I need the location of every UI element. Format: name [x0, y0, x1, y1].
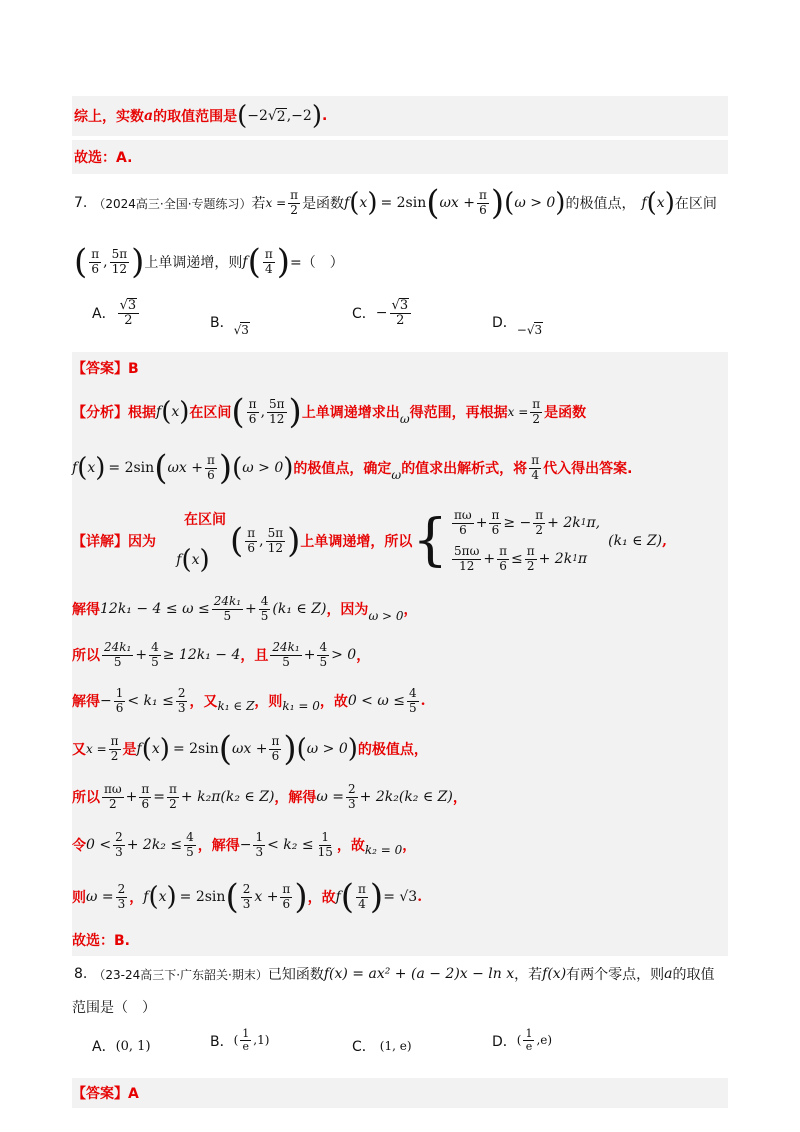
- document-page: [72, 96, 728, 1108]
- option-d-value: −√3: [516, 323, 543, 337]
- q7-stem-e: 上单调递增，则: [144, 255, 243, 271]
- option-b-label: B．: [210, 314, 234, 331]
- q7-let-line: 令 0 < $\frac{2}{3}$ + 2k₂ ≤ $\frac{4}{5}$ ，解得 − $\frac{1}{3}$ < k₂ ≤ $\frac{1}{15}$ ，故 k₂ = 0 ，: [72, 830, 417, 859]
- q8-option-a-value: (0, 1): [115, 1038, 151, 1054]
- omega-a1: ω: [399, 412, 410, 426]
- q8-options: [72, 1022, 728, 1078]
- summary-range-right: ,−2: [286, 108, 312, 124]
- q7-analysis-line2: f ( x ) = 2sin ( ωx + $\frac{\pi}{6}$ ) ( ω > 0 ) 的极值点，确定 ω 的值求出解析式，将 $\frac{\pi}{4}$ 代入得出答案.: [72, 448, 633, 488]
- detail-tag: 【详解】: [72, 534, 128, 550]
- q7-solve2-line: 解得 − $\frac{1}{6}$ < k₁ ≤ $\frac{2}{3}$ ，又 k₁ ∈ Z ，则 k₁ = 0 ，故 0 < ω ≤ $\frac{4}{5}$ .: [72, 686, 426, 715]
- analysis-1: 根据: [128, 405, 156, 421]
- q7-source: （2024高三·全国·专题练习）: [93, 196, 252, 211]
- sys-row-2: $\frac{5\pi\omega}{12}$ + $\frac{\pi}{6}$ ≤ $\frac{\pi}{2}$ + 2k 1 π: [454, 544, 588, 573]
- q8-answer: 【答案】A: [72, 1086, 139, 1102]
- analysis-8: 代入得出答案.: [543, 461, 633, 477]
- interval-5pi12-frac: $\frac{5\pi}{12}$: [111, 247, 128, 276]
- sys-row-1: $\frac{\pi\omega}{6}$ + $\frac{\pi}{6}$ ≥ − $\frac{\pi}{2}$ + 2k 1 π,: [454, 508, 601, 537]
- q7-analysis-line1: 【分析】 根据 f ( x ) 在区间 ( $\frac{\pi}{6}$ , $\frac{5\pi}{12}$ ) 上单调递增求出 ω 得范围，再根据 x = $\frac{\pi}{2}$ 是函数: [72, 392, 587, 432]
- inequality-system: [412, 506, 600, 576]
- q8-a: a: [664, 966, 673, 982]
- q8-answer-line: [72, 1078, 728, 1108]
- q7-final-line: [72, 924, 728, 956]
- detail-3: 上单调递增，所以: [300, 534, 413, 550]
- q7-stem-line1: 7. （2024高三·全国·专题练习） 若 x = $\frac{\pi}{2}$ 是函数 f ( x ) = 2sin ( ωx + $\frac{\pi}{6}$ ) ( ω > 0 ) 的极值点， f ( x ) 在区间: [74, 183, 717, 223]
- detail-2: 在区间: [184, 512, 226, 528]
- q7-solution-band: [72, 352, 728, 956]
- fx-f2: f: [641, 195, 647, 211]
- summary-mid: 的取值范围是: [153, 109, 238, 125]
- option-a-label: A．: [92, 306, 116, 323]
- q7-stem-line2: ( $\frac{\pi}{6}$ , $\frac{5\pi}{12}$ ) 上单调递增，则 f ( $\frac{\pi}{4}$ ) =（ ）: [74, 242, 344, 282]
- option-a-frac: $\frac{√3}{2}$: [118, 298, 140, 329]
- interval-pi6-frac: $\frac{\pi}{6}$: [91, 247, 100, 276]
- pi-over-4-frac: $\frac{\pi}{4}$: [264, 247, 273, 276]
- q8-option-c[interactable]: [352, 1036, 412, 1056]
- q8-option-b-label: B．: [210, 1033, 234, 1050]
- option-c-minus: −: [375, 305, 388, 322]
- q8-option-b[interactable]: [210, 1028, 269, 1053]
- fx-f3: f: [242, 254, 248, 270]
- q8-stem-b: ，若: [514, 967, 543, 983]
- sqrt-icon: √: [267, 108, 277, 124]
- q8-option-d[interactable]: [492, 1028, 552, 1053]
- paren-close: ): [311, 101, 322, 131]
- q7-x-eq: x =: [265, 196, 287, 210]
- q8-stem-a: 已知函数: [267, 967, 324, 983]
- q7-answer: 【答案】B: [72, 361, 139, 377]
- paren-open: (: [237, 101, 248, 131]
- q7-option-a[interactable]: [92, 298, 141, 329]
- q7-stem-c: 的极值点，: [565, 196, 636, 212]
- analysis-6: 的极值点，确定: [293, 461, 392, 477]
- q7-final-select: 故选：B.: [72, 933, 130, 949]
- summary-suffix: .: [321, 108, 328, 124]
- q8-option-d-label: D．: [492, 1033, 517, 1050]
- q7-solve1-line: 解得 12k₁ − 4 ≤ ω ≤ $\frac{\text{24k₁}}{5}$ + $\frac{4}{5}$ (k₁ ∈ Z) ，因为 ω > 0 ，: [72, 594, 418, 623]
- analysis-4: 得范围，再根据: [409, 405, 508, 421]
- fx-x2: x: [656, 195, 665, 211]
- q7-options: [72, 292, 728, 352]
- q8-fx: f(x): [542, 966, 567, 982]
- q8-func: f(x) = ax² + (a − 2)x − ln x: [323, 966, 515, 982]
- q8-option-d-value: ( $\frac{1}{e}$ ,e): [516, 1027, 553, 1054]
- fx-f: f: [344, 195, 350, 211]
- fx-a1: f: [156, 404, 162, 420]
- analysis-2: 在区间: [189, 405, 232, 421]
- q8-stem-line1: [72, 956, 728, 992]
- q7-option-b[interactable]: [210, 306, 250, 337]
- prev-select: 故选：A.: [74, 150, 133, 166]
- q7-stem-d: 在区间: [674, 196, 717, 212]
- detail-1: 因为: [128, 534, 156, 550]
- fx-x: x: [359, 195, 368, 211]
- q7-number: 7.: [74, 195, 88, 211]
- q8-stem-line2: [72, 992, 728, 1022]
- q7-option-c[interactable]: [352, 298, 413, 329]
- option-d-label: D．: [492, 314, 517, 331]
- option-c-label: C．: [352, 306, 376, 323]
- omega-x-plus: ωx +: [439, 195, 476, 211]
- summary-range-sqrt: 2: [276, 108, 286, 125]
- q8-stem-e: 范围是（ ）: [72, 1000, 156, 1016]
- summary-var-a: a: [144, 108, 154, 124]
- q8-option-c-label: C．: [352, 1039, 376, 1055]
- summary-prefix: 综上，实数: [74, 109, 144, 125]
- prev-select-line: [72, 140, 728, 174]
- q7-so1-line: 所以 $\frac{\text{24k₁}}{5}$ + $\frac{4}{5}$ ≥ 12k₁ − 4 ，且 $\frac{\text{24k₁}}{5}$ + $\frac{4}{5}$ > 0 ，: [72, 640, 371, 669]
- q7-stem-b: 是函数: [302, 196, 345, 212]
- q8-option-b-value: ( $\frac{1}{e}$ ,1): [233, 1027, 270, 1054]
- analysis-5: 是函数: [544, 405, 587, 421]
- q7-answer-line: [72, 352, 728, 384]
- q7-stem-f: =（ ）: [290, 255, 344, 271]
- q7-detail-line1: 【详解】 因为 在区间 f(x) ( $\frac{\pi}{6}$ , $\frac{5\pi}{12}$ ) 上单调递增，所以 { $\frac{\pi\omega}{6}$ + $\frac{\pi}{6}$ ≥ − $\frac{\pi}{2}$ + 2k 1 π, $\frac{5\pi\omega}{12}$ + $\frac{\pi}{6}$ ≤ $\frac{\pi}{2}$ + 2k 1 π (k₁ ∈ Z) ,: [72, 508, 668, 575]
- summary-range-left: −2: [247, 108, 268, 124]
- q8-option-a-label: A．: [92, 1039, 116, 1055]
- func-expr: = 2sin: [380, 195, 427, 211]
- q7-stem-a: 若: [251, 196, 266, 212]
- q8-number: 8.: [74, 966, 88, 982]
- brace-icon: {: [412, 508, 449, 573]
- pi-over-6-frac: $\frac{\pi}{6}$: [479, 188, 487, 217]
- sys-cond: (k₁ ∈ Z): [608, 533, 663, 549]
- q7-then-line: 则 ω = $\frac{2}{3}$ ， f ( x ) = 2sin ( $\frac{2}{3}$ x + $\frac{\pi}{6}$ ) ，故 f ( $\frac{\pi}{4}$ ) = √3 .: [72, 877, 423, 917]
- q8-source: （23-24高三下·广东韶关·期末）: [93, 967, 268, 982]
- q7-again-line: 又 x = $\frac{\pi}{2}$ 是 f ( x ) = 2sin ( ωx + $\frac{\pi}{6}$ ) ( ω > 0 ) 的极值点，: [72, 729, 428, 769]
- summary-line: [72, 96, 728, 136]
- q8-stem-c: 有两个零点，则: [566, 967, 665, 983]
- omega-cond: ω > 0: [514, 195, 556, 211]
- option-b-value: √3: [233, 323, 249, 337]
- option-c-frac: $\frac{√3}{2}$: [390, 298, 412, 329]
- q7-option-d[interactable]: [492, 306, 543, 337]
- pi-over-2-frac: $\frac{\pi}{2}$: [290, 188, 299, 217]
- q8-option-a[interactable]: [92, 1036, 151, 1056]
- q8-option-c-value: (1, e): [379, 1039, 412, 1053]
- q7-so2-line: 所以 $\frac{\pi\omega}{2}$ + $\frac{\pi}{6}$ = $\frac{\pi}{2}$ + k₂π(k₂ ∈ Z) ，解得 ω = $\frac{2}{3}$ + 2k₂(k₂ ∈ Z) ，: [72, 782, 467, 811]
- analysis-3: 上单调递增求出: [301, 405, 400, 421]
- q8-stem-d: 的取值: [672, 967, 715, 983]
- analysis-7: 的值求出解析式，将: [401, 461, 528, 477]
- analysis-tag: 【分析】: [72, 405, 128, 421]
